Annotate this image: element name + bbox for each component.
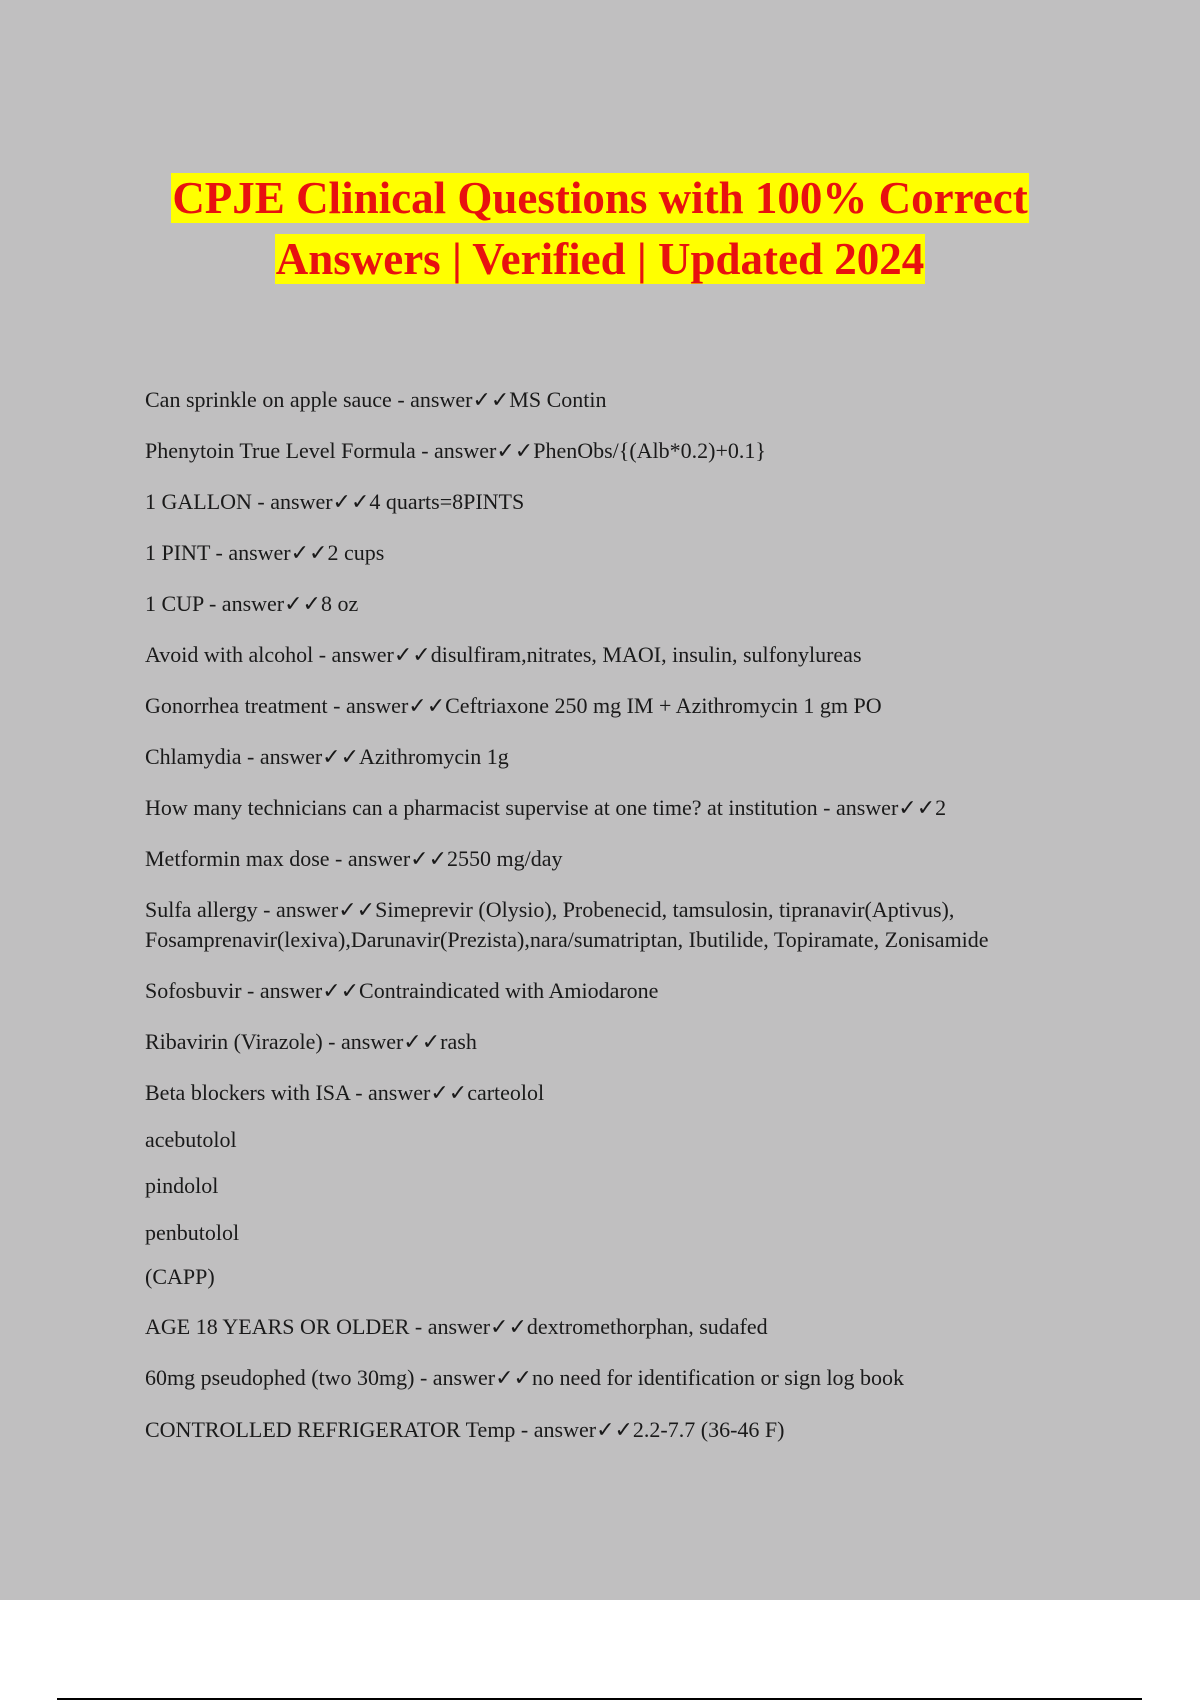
qa-entry-continuation: acebutolol [145, 1127, 237, 1152]
qa-entry: Gonorrhea treatment - answer✓✓Ceftriaxone 250 mg IM + Azithromycin 1 gm PO [145, 693, 882, 718]
qa-entry: Metformin max dose - answer✓✓2550 mg/day [145, 846, 563, 871]
qa-entry: Chlamydia - answer✓✓Azithromycin 1g [145, 744, 509, 769]
title-line-2: Answers | Verified | Updated 2024 [275, 234, 925, 284]
qa-entry-continuation: penbutolol [145, 1220, 240, 1245]
qa-entry: AGE 18 YEARS OR OLDER - answer✓✓dextromethorphan, sudafed [145, 1314, 768, 1339]
qa-entry: Can sprinkle on apple sauce - answer✓✓MS Contin [145, 387, 607, 412]
qa-entry: CONTROLLED REFRIGERATOR Temp - answer✓✓2.2-7.7 (36-46 F) [145, 1417, 785, 1442]
qa-entry: 60mg pseudophed (two 30mg) - answer✓✓no need for identification or sign log book [145, 1365, 905, 1390]
qa-entry: Phenytoin True Level Formula - answer✓✓PhenObs/{(Alb*0.2)+0.1} [145, 438, 766, 463]
qa-entry: Ribavirin (Virazole) - answer✓✓rash [145, 1029, 477, 1054]
qa-entry: Avoid with alcohol - answer✓✓disulfiram,nitrates, MAOI, insulin, sulfonylureas [145, 642, 862, 667]
document-title [0, 168, 1200, 290]
qa-entry: Beta blockers with ISA - answer✓✓carteolol [145, 1080, 545, 1105]
qa-entry: Sofosbuvir - answer✓✓Contraindicated with Amiodarone [145, 978, 659, 1003]
qa-entry-continuation: pindolol [145, 1173, 219, 1198]
qa-entry-continuation: (CAPP) [145, 1264, 215, 1289]
qa-entry: 1 CUP - answer✓✓8 oz [145, 591, 359, 616]
qa-entry: 1 GALLON - answer✓✓4 quarts=8PINTS [145, 489, 525, 514]
qa-entry: How many technicians can a pharmacist supervise at one time? at institution - answer✓✓2 [145, 795, 947, 820]
qa-entry: 1 PINT - answer✓✓2 cups [145, 540, 385, 565]
qa-entry: Sulfa allergy - answer✓✓Simeprevir (Olysio), Probenecid, tamsulosin, tipranavir(Aptivus), Fosamprenavir(lexiva),Darunavir(Prezista),nara/sumatriptan, Ibutilide, Topiramate, Zonisamide [145, 897, 989, 952]
title-line-1: CPJE Clinical Questions with 100% Correct [172, 173, 1028, 223]
